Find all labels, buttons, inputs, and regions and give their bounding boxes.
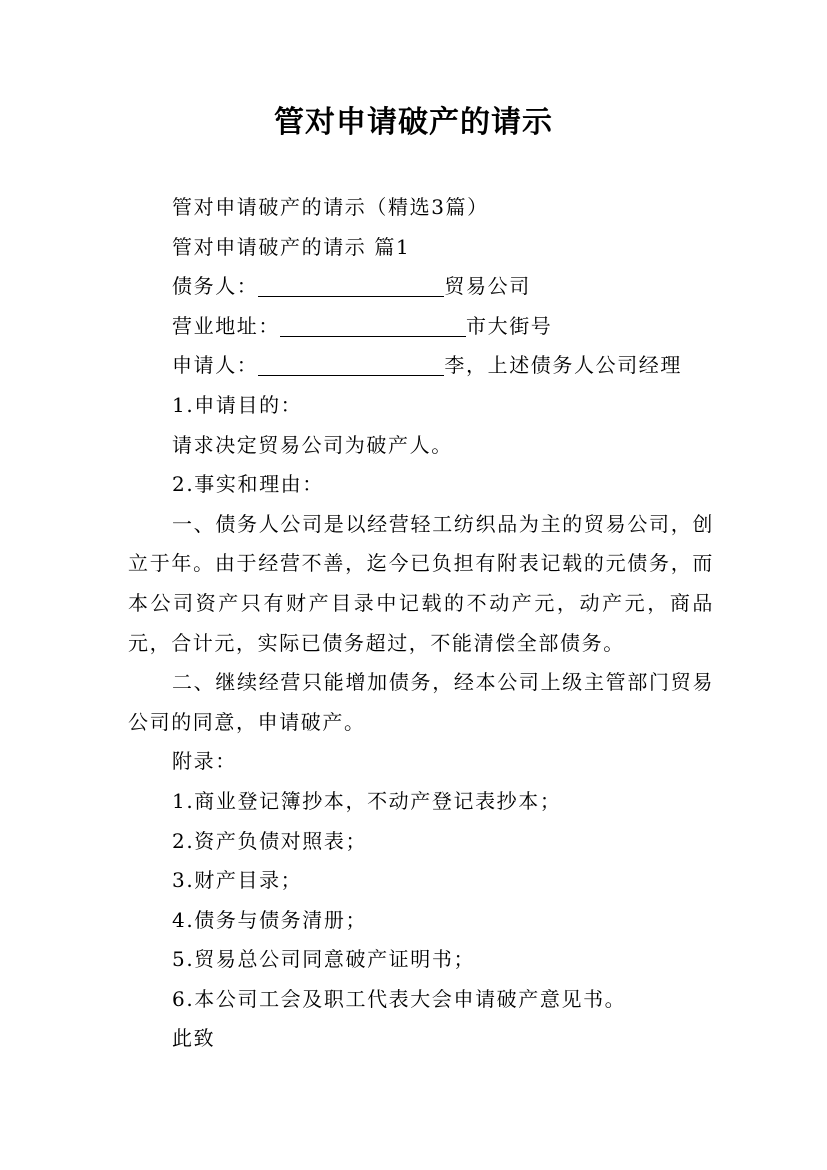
appendix-item: 5.贸易总公司同意破产证明书； [172,947,476,972]
appendix-item: 4.债务与债务清册； [172,907,368,932]
appendix-item: 3.财产目录； [172,868,303,893]
address-label: 营业地址： [172,313,280,338]
appendix-item: 6.本公司工会及职工代表大会申请破产意见书。 [172,986,627,1011]
address-suffix: 市大街号 [466,313,553,338]
appendix-heading: 附录： [172,749,237,774]
debtor-line [128,267,714,307]
debtor-blank [258,274,444,297]
applicant-blank [258,353,444,376]
document-body [128,188,714,1059]
applicant-line [128,346,714,386]
part-heading: 管对申请破产的请示 篇1 [172,234,411,259]
facts-heading: 2.事实和理由： [172,472,324,497]
purpose-heading: 1.申请目的： [172,392,303,417]
applicant-label: 申请人： [172,353,259,378]
fact-paragraph-two: 二、继续经营只能增加债务，经本公司上级主管部门贸易公司的同意，申请破产。 [128,670,714,734]
fact-paragraph-one: 一、债务人公司是以经营轻工纺织品为主的贸易公司，创立于年。由于经营不善，迄今已负担有附表记载的元债务，而本公司资产只有财产目录中记载的不动产元，动产元，商品元，合计元，实际已债务超过，不能清偿全部债务。 [128,511,714,655]
closing-salutation: 此致 [172,1026,216,1051]
debtor-label: 债务人： [172,274,259,299]
document-subtitle: 管对申请破产的请示（精选3篇） [172,195,489,219]
address-blank [280,314,466,337]
appendix-item: 2.资产负债对照表； [172,828,368,853]
address-line [128,307,714,347]
appendix-item: 1.商业登记簿抄本，不动产登记表抄本； [172,788,562,813]
document-title: 管对申请破产的请示 [274,105,553,140]
applicant-suffix: 李，上述债务人公司经理 [444,353,683,378]
purpose-text: 请求决定贸易公司为破产人。 [172,432,453,457]
debtor-suffix: 贸易公司 [444,274,531,299]
